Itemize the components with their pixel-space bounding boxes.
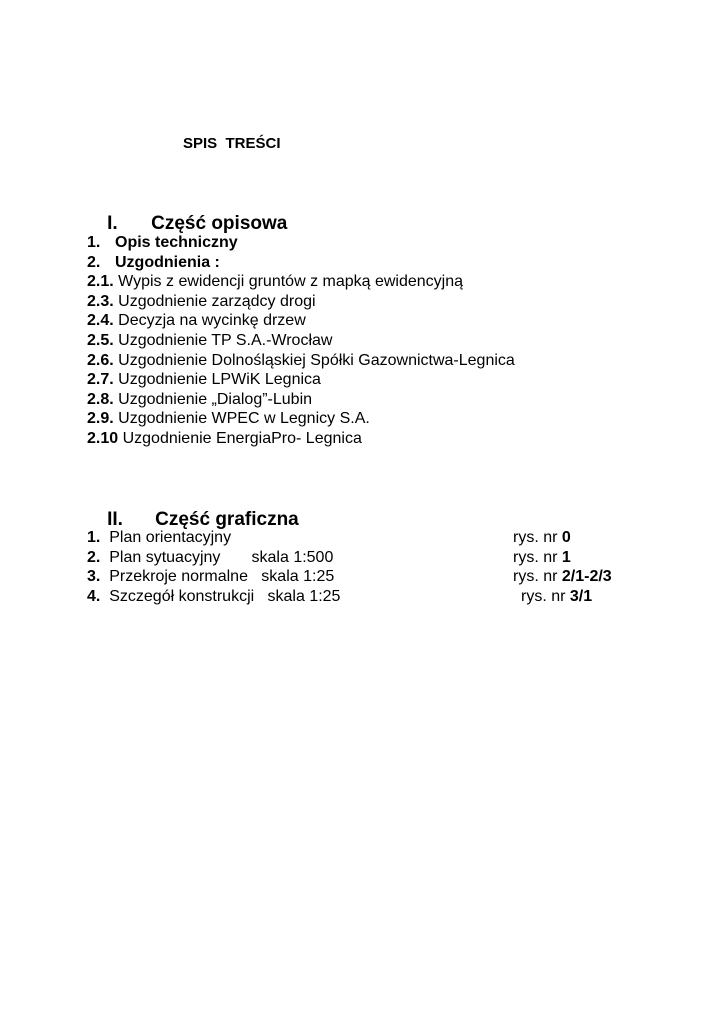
item-text: Uzgodnienie „Dialog”-Lubin [113,390,313,408]
drawing-number: 3/1 [569,587,593,605]
item-number: 1. [87,234,101,251]
list-item [87,233,515,253]
item-text: Uzgodnienie TP S.A.-Wrocław [113,331,333,349]
item-number: 2. [87,253,101,271]
item-number: 3. [87,568,101,586]
list-item [87,567,334,587]
item-number: 2.5. [87,331,114,349]
item-text: Plan sytuacyjny skala 1:500 [100,548,334,566]
list-item [87,528,231,548]
list-item [87,429,515,449]
drawing-number: 2/1-2/3 [561,568,612,586]
drawing-reference [521,587,592,607]
section-roman-numeral: I. [107,213,118,234]
list-item [87,253,515,273]
toc-list-opisowa [87,233,515,449]
item-text: Decyzja na wycinkę drzew [113,312,306,330]
item-text: Plan orientacyjny [100,529,232,546]
list-item [87,370,515,390]
page-title: SPIS TREŚCI [183,135,281,152]
item-number: 2.9. [87,410,114,428]
list-item [87,351,515,371]
drawing-label: rys. nr [513,529,562,546]
item-number: 2.4. [87,312,114,330]
list-item [87,390,515,410]
item-number: 2.3. [87,292,114,310]
drawing-reference [513,528,571,548]
section-roman-numeral: II. [107,509,123,530]
item-text: Uzgodnienie zarządcy drogi [113,292,316,310]
item-text: Uzgodnienie LPWiK Legnica [113,371,321,389]
item-number: 2.6. [87,351,114,369]
item-number: 2.7. [87,371,114,389]
item-number: 1. [87,529,101,546]
item-text: Uzgodnienie Dolnośląskiej Spółki Gazownictwa-Legnica [113,351,515,369]
item-number: 2.1. [87,273,114,291]
drawing-label: rys. nr [513,568,562,586]
list-item [87,292,515,312]
drawing-label: rys. nr [513,548,562,566]
drawing-label: rys. nr [521,587,570,605]
list-item [87,587,340,607]
drawing-reference [513,567,612,587]
item-number: 4. [87,587,101,605]
section-heading-text: Część graficzna [155,509,299,530]
item-text: Uzgodnienie EnergiaPro- Legnica [118,429,362,447]
item-number: 2. [87,548,101,566]
list-item [87,548,333,568]
list-item [87,311,515,331]
list-item [87,272,515,292]
item-text: Szczegół konstrukcji skala 1:25 [100,587,341,605]
item-text: Uzgodnienia : [115,253,220,271]
item-text: Uzgodnienie WPEC w Legnicy S.A. [113,410,370,428]
list-item [87,331,515,351]
item-number: 2.10 [87,429,119,447]
drawing-reference [513,548,571,568]
list-item [87,409,515,429]
item-text: Opis techniczny [115,234,238,251]
drawing-number: 0 [561,529,571,546]
item-text: Wypis z ewidencji gruntów z mapką ewidencyjną [113,273,464,291]
drawing-number: 1 [561,548,571,566]
item-text: Przekroje normalne skala 1:25 [100,568,335,586]
section-heading-text: Część opisowa [151,213,288,234]
item-number: 2.8. [87,390,114,408]
